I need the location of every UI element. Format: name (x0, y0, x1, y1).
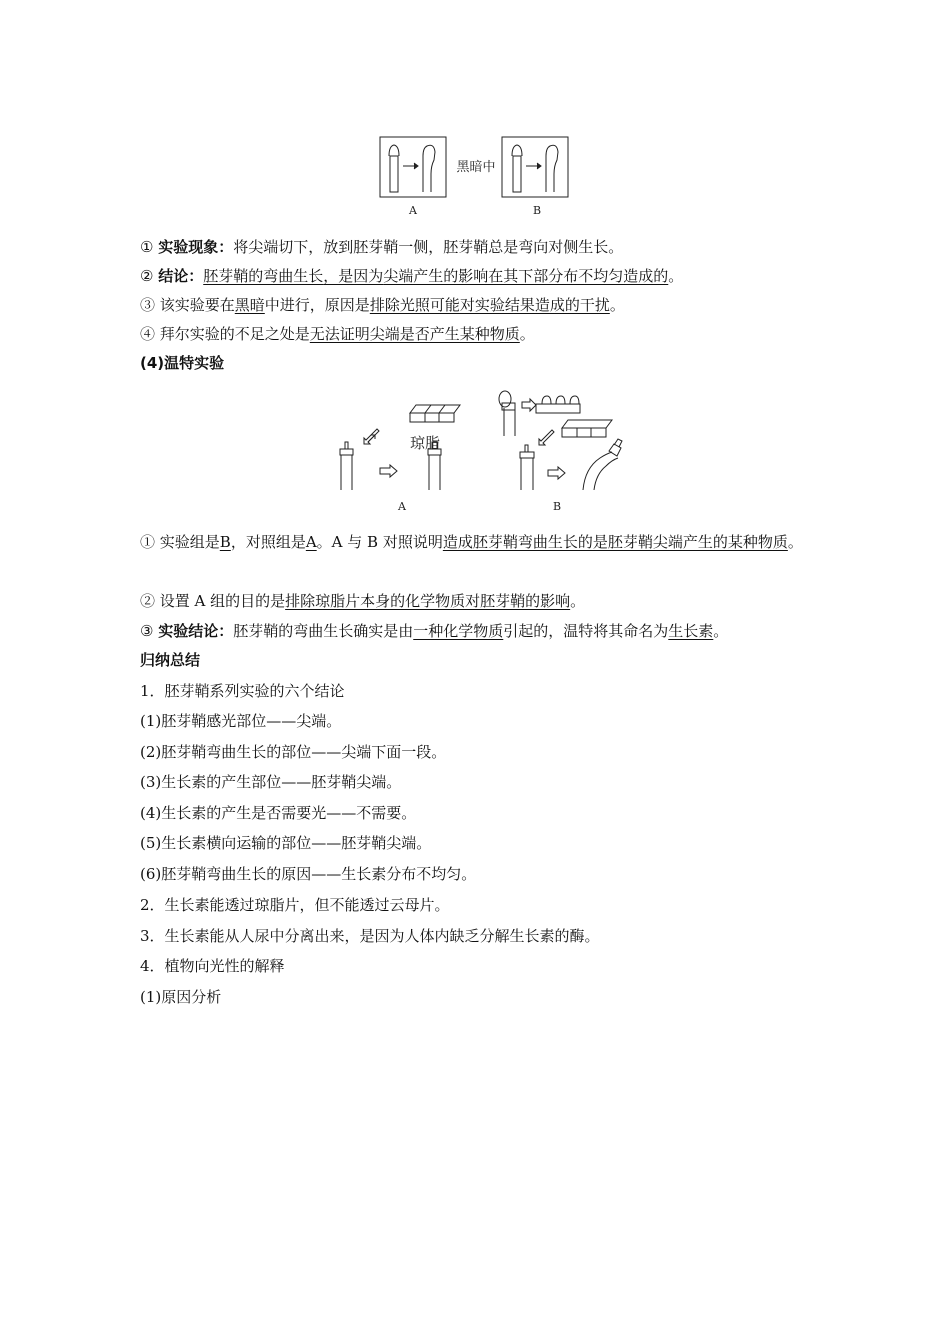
text: 。A 与 B 对照说明 (316, 533, 443, 551)
summary-line: 4．植物向光性的解释 (140, 957, 285, 975)
panel-b-label: B (552, 500, 562, 513)
went-experiment-figure (330, 388, 630, 516)
item-number: ① (140, 238, 159, 256)
underlined-answer: 排除光照可能对实验结果造成的干扰 (369, 296, 610, 314)
bold-label: 实验结论： (158, 622, 234, 640)
underlined-answer: 无法证明尖端是否产生某种物质 (309, 325, 520, 343)
underlined-answer: 黑暗 (234, 296, 265, 314)
summary-line: (1)原因分析 (140, 988, 222, 1006)
text: 。 (570, 592, 586, 610)
item-number: ③ (140, 622, 159, 640)
panel-b-label: B (532, 204, 542, 217)
summary-line: 3．生长素能从人尿中分离出来，是因为人体内缺乏分解生长素的酶。 (140, 927, 600, 945)
summary-line: (4)生长素的产生是否需要光——不需要。 (140, 804, 417, 822)
panel-a-label: A (398, 500, 406, 513)
bold-label: 结论： (158, 267, 204, 285)
underlined-answer: 生长素 (668, 622, 714, 640)
text: ② 设置 A 组的目的是 (140, 592, 286, 610)
text: 。 (519, 325, 535, 343)
underlined-answer: 造成胚芽鞘弯曲生长的是胚芽鞘尖端产生的某种物质 (442, 533, 788, 551)
text: 。 (713, 622, 729, 640)
bayer-experiment-figure (376, 134, 576, 218)
text: 中进行，原因是 (264, 296, 370, 314)
summary-line: (2)胚芽鞘弯曲生长的部位——尖端下面一段。 (140, 743, 447, 761)
panel-b-diagram (502, 137, 568, 197)
underlined-answer: 尖端产生的影响在其下部分布不均匀造成的 (383, 267, 669, 285)
summary-line: (3)生长素的产生部位——胚芽鞘尖端。 (140, 773, 402, 791)
summary-line: (1)胚芽鞘感光部位——尖端。 (140, 712, 342, 730)
text: 。 (668, 267, 684, 285)
bayer-conclusion (140, 265, 820, 287)
underlined-answer: A (305, 533, 317, 551)
underlined-answer: B (219, 533, 231, 551)
panel-a-diagram (340, 405, 460, 490)
summary-line: 1．胚芽鞘系列实验的六个结论 (140, 682, 345, 700)
text: 。 (787, 533, 803, 551)
went-group-a-purpose (140, 590, 820, 612)
dark-label: 黑暗中 (456, 160, 496, 175)
bayer-dark-reason (140, 294, 820, 316)
underlined-text: ，是因为 (323, 267, 384, 285)
bayer-phenomenon (140, 236, 820, 258)
text: ③ 该实验要在 (140, 296, 235, 314)
text: ① 实验组是 (140, 533, 220, 551)
underlined-answer: 一种化学物质 (413, 622, 504, 640)
panel-a-label: A (409, 204, 417, 217)
summary-line: (5)生长素横向运输的部位——胚芽鞘尖端。 (140, 834, 432, 852)
text: 引起的，温特将其命名为 (503, 622, 669, 640)
panel-b-diagram (499, 391, 622, 490)
summary-heading: 归纳总结 (140, 651, 201, 669)
underlined-answer: 排除琼脂片本身的化学物质对胚芽鞘的影响 (285, 592, 571, 610)
text: 将尖端切下，放到胚芽鞘一侧，胚芽鞘总是弯向对侧生长。 (233, 238, 624, 256)
summary-line: (6)胚芽鞘弯曲生长的原因——生长素分布不均匀。 (140, 865, 477, 883)
text: 。 (609, 296, 625, 314)
went-groups (140, 531, 812, 553)
panel-a-diagram (380, 137, 446, 197)
text: ，对照组是 (230, 533, 306, 551)
summary-line: 2．生长素能透过琼脂片，但不能透过云母片。 (140, 896, 450, 914)
bold-label: 实验现象： (158, 238, 234, 256)
text: 胚芽鞘的弯曲生长确实是由 (233, 622, 414, 640)
agar-label: 琼脂 (410, 434, 441, 452)
underlined-answer: 胚芽鞘的弯曲生长 (203, 267, 324, 285)
bayer-shortcoming (140, 323, 820, 345)
went-conclusion (140, 620, 820, 642)
text: ④ 拜尔实验的不足之处是 (140, 325, 310, 343)
went-heading: (4)温特实验 (140, 354, 225, 372)
item-number: ② (140, 267, 159, 285)
